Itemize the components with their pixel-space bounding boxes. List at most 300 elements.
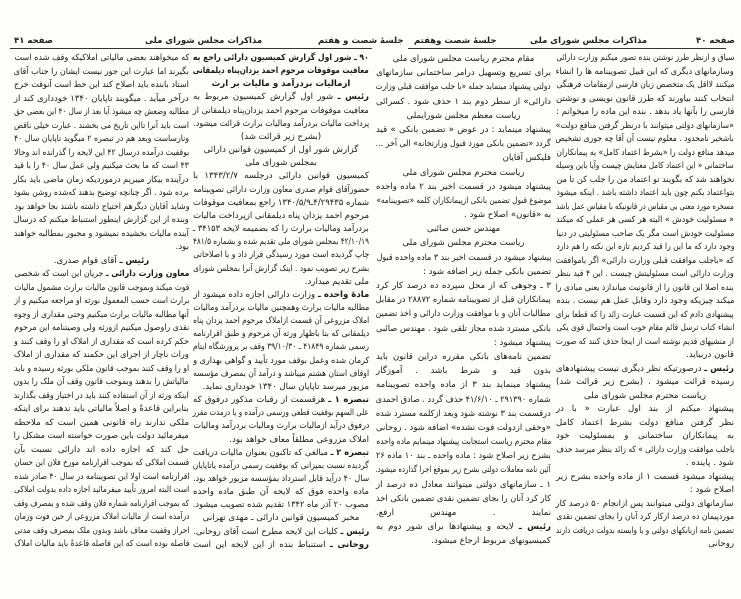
line-text	[14, 120, 189, 134]
line-text	[494, 338, 551, 348]
line-text	[376, 97, 551, 107]
line-body: مصوب ۲۰ آذر ماه ۱۳۴۲ تقدیم شده تصویب میشود.	[192, 500, 369, 511]
text-line	[376, 236, 551, 250]
line-text	[14, 471, 189, 485]
line-text	[14, 498, 189, 512]
line-text	[556, 174, 734, 188]
text-line	[193, 394, 369, 407]
text-line	[193, 526, 369, 539]
text-line	[376, 478, 551, 492]
line-body: رسمی شماره ۴۱۸۴۹ ـ ۳۹/۱۰/۳۰ وقف بر پرورشگاه ایتام	[193, 342, 369, 353]
text-line	[556, 241, 734, 255]
line-text	[14, 418, 189, 428]
line-body: اصلاح شود :	[689, 485, 734, 495]
line-text	[556, 120, 734, 134]
line-text	[376, 68, 551, 78]
line-body: ریاست محترم مجلس شورای ملی	[402, 167, 525, 178]
line-text	[690, 485, 734, 495]
line-text	[193, 355, 369, 368]
line-body: آنها مطالبه مالیات برارث میکنیم وحتی مقداری از وجوه	[14, 309, 189, 320]
line-text	[193, 249, 369, 262]
line-body: ۴۳ است که ما بحث میکنیم ولی عمل سال ۴۰ را با قید	[14, 161, 189, 171]
line-text	[193, 184, 369, 197]
line-body: پیشنهاد میشود در قسمت اخیر بند ۲ ماده واحده	[376, 181, 551, 192]
line-body: شماره ۴/۲۹۴۳۵ـ۱۳۴۰/۵/۹ راجع بمعافیت موقوفات	[192, 197, 369, 208]
column-left	[376, 52, 551, 549]
line-text	[556, 309, 734, 323]
line-text	[376, 480, 551, 490]
line-text	[14, 160, 189, 174]
line-body: میکنند لااقل یک متخصص زبان فارسی ازمقامات فرهنگی	[556, 80, 734, 90]
line-body: گزارش شور اول از کمیسیون قوانین دارائی	[203, 145, 359, 156]
text-line	[376, 407, 551, 421]
text-line	[376, 293, 551, 307]
text-line	[14, 147, 189, 161]
text-line	[556, 538, 734, 552]
text-line	[376, 322, 551, 336]
line-text	[556, 160, 734, 174]
text-line	[556, 106, 734, 120]
line-body: درقسمت بند ۳ نوشته شود وبعد ازکلمه مسترد شده	[376, 408, 551, 419]
text-line	[14, 295, 189, 309]
line-body: سازمانهای دولتی میتوانند پس ازانجام ۵۰ درصد کار	[556, 498, 734, 509]
speaker-label: رئیس ـ	[337, 92, 369, 103]
line-text	[14, 336, 189, 350]
line-text	[708, 539, 734, 549]
line-body: گردد «تضمین بانکی مورد قبول وزارتخانه» الی آخر ...	[375, 139, 551, 150]
line-body: وشاید آقایان دیگرهم احتیاج داشته باشند بجا خواهد بود	[14, 201, 189, 212]
line-text	[193, 328, 369, 341]
line-text	[193, 118, 369, 131]
line-text	[193, 341, 369, 354]
text-line	[193, 91, 369, 104]
text-line	[556, 93, 734, 107]
line-text	[376, 182, 551, 192]
line-body: (بشرح زیر قرائت شد)	[240, 131, 322, 142]
line-body: باشخیر نامحدود . معلوم نیست آن آقا چه جوری تشخیص	[555, 134, 734, 144]
line-body: استنباط بنده از این لایحه این است	[193, 539, 330, 550]
text-line	[193, 131, 369, 144]
text-line	[556, 174, 734, 188]
page-number: صفحه ۴۱	[14, 36, 53, 46]
text-line	[193, 368, 369, 381]
line-body: ریاست محترم مجلس شورای ملی	[584, 390, 706, 401]
text-line	[556, 498, 734, 512]
line-text	[14, 228, 189, 242]
line-body: مسئولیت خودش است مگر یک صاحب مسئولیتی در دنیا	[556, 228, 734, 239]
line-text	[14, 133, 189, 147]
line-body: پیشنهاد میشود :	[493, 337, 551, 348]
line-text	[204, 145, 359, 155]
line-body: مقام محترم ریاست مجلس شورای ملی	[392, 54, 535, 64]
line-text	[14, 309, 189, 323]
text-line	[193, 328, 369, 341]
text-line	[193, 302, 369, 315]
line-text	[193, 420, 369, 433]
line-text	[423, 267, 551, 277]
line-text	[14, 174, 189, 188]
line-text	[376, 251, 551, 265]
speaker-label: مادهٔ واحده ـ	[317, 289, 369, 300]
line-text	[556, 431, 734, 441]
line-body: انتخاب کنند بیاورند که طرز قانون نویسی و نوشتن	[556, 93, 734, 104]
line-body: ونارساست وبعد هم در تبصره ۲ میگوید تاپایان سال ۴۰	[13, 134, 189, 144]
line-text	[556, 79, 734, 93]
text-line	[14, 525, 189, 539]
line-body: درفوق درآید ازمالیات برارث ومالیات بردرآمد ومالیات	[192, 421, 369, 432]
text-line	[14, 336, 189, 350]
text-line	[14, 201, 189, 215]
speaker-label: رئیس ـ	[518, 522, 551, 533]
text-line	[14, 403, 189, 417]
line-text	[193, 210, 369, 223]
line-text	[376, 307, 551, 321]
line-body: کمیسیون قوانین دارائی درجلسه ۱۳۴۳/۲/۷ با	[193, 171, 369, 182]
line-text	[212, 79, 351, 89]
text-line	[193, 407, 369, 420]
line-body: املاک مزروعی آن قسمت ازاملاک مرحوم احمد یزدان پناه	[192, 316, 369, 327]
line-text	[376, 522, 551, 532]
line-text	[193, 236, 369, 249]
text-line	[14, 241, 189, 255]
line-text	[376, 421, 551, 435]
line-body: مطالبه مالیات برارث وهمچنین مالیات بردرآمد ومالیات	[193, 302, 369, 313]
line-body: ۹۰ ـ شور اول گزارش کمیسیون دارائی راجع به	[193, 53, 369, 63]
line-body: او را وقف کنند بموجب قانون ملکی بورثه رسیده و باید	[14, 363, 189, 374]
line-text	[556, 255, 734, 269]
line-body: بمجلس شورای ملی	[245, 158, 317, 169]
line-body: ساختمانی « این اعتماد کامل معنایش چیست وآیا باین وسیله	[556, 161, 734, 171]
line-body: پیشنهاد میکنم از بند اول عبارت « با در	[556, 404, 734, 414]
text-line	[14, 322, 189, 336]
line-text	[14, 484, 189, 498]
text-line	[193, 197, 369, 210]
line-text	[376, 194, 551, 208]
line-body: ملکی ندارند راه قانونی همین است که ملاحظه	[14, 417, 189, 428]
line-body: احراز وقفیت معاف باشد وبدون ملک بمصرف وقف مدتی	[13, 525, 189, 536]
line-text	[376, 435, 551, 449]
line-text	[376, 366, 551, 376]
line-body: مهندس حسن صائبی	[426, 224, 501, 235]
text-line	[193, 223, 369, 236]
line-text	[431, 536, 551, 546]
text-line	[376, 52, 551, 66]
text-line	[193, 105, 369, 118]
text-line	[14, 417, 189, 431]
line-body: کمیسیونهای مربوط ارجاع میشود.	[431, 536, 551, 547]
line-body: ۱ ـ سازمانهای دولتی میتوانند معادل ده درصد از	[376, 479, 551, 490]
line-text	[556, 363, 734, 377]
line-body: برده شود . اگر چنانچه توضیح بدهند که‌شده روشن بشود	[13, 188, 189, 198]
line-body: درآخر میآید . میگویند تاپایان ۱۳۴۰ خودداری کند از	[14, 93, 189, 104]
line-text	[193, 499, 369, 512]
line-body: وزارت دارائی است مسئولیتش چیست . این ۴ قید بنظر	[556, 269, 734, 279]
text-line	[14, 498, 189, 512]
text-line	[193, 249, 369, 262]
line-body: بتواعتماد بکنم چون باید اعتماد داشته باشد . اینکه میشود	[556, 188, 734, 198]
line-text	[556, 214, 734, 228]
line-text	[376, 293, 551, 307]
line-text	[556, 282, 734, 296]
header-rule	[408, 48, 726, 49]
line-body: بنده اصلا این قانون را از قانونیت میاندازد یعنی مبادی را	[555, 282, 734, 293]
line-body: است البته امروز تأیید میفرمائید اجازه داده بدولت املاکی	[13, 485, 189, 495]
line-text	[376, 407, 551, 421]
line-body: پیشنهاد مینماید بند ۳ از ماده واحده تصویبنامه	[376, 380, 551, 391]
line-text	[193, 263, 369, 276]
text-line	[14, 66, 189, 80]
line-body: بوقفیت درآمده درسال ۴۲ این لایحه را گذرانده اند وحالا	[13, 147, 189, 158]
line-body: انشاء کتاب ترسل قائم مقام خوب است واحتمال قوی یکی	[556, 323, 734, 333]
text-line	[14, 390, 189, 404]
text-line	[556, 66, 734, 80]
line-text	[202, 382, 369, 392]
line-text	[556, 147, 734, 161]
text-line	[193, 539, 369, 552]
line-body: موضوع قبول تضمین بانکی ازپیمانکاران کلمه «تصویبنامه»	[376, 195, 551, 206]
text-line	[556, 322, 734, 336]
speaker-label: تبصره ۱ ـ	[328, 395, 369, 406]
text-line	[193, 289, 369, 302]
line-body: ازمالیات بردرآمد و مالیات بر ارث	[211, 79, 351, 90]
text-line	[14, 214, 189, 228]
text-line	[14, 120, 189, 134]
line-text	[556, 241, 734, 255]
line-text	[14, 268, 189, 282]
text-line	[376, 435, 551, 449]
line-body: ۳ ـ وجوهی که از محل سپرده ده درصد کار کرد	[376, 281, 551, 291]
line-text	[193, 197, 369, 210]
line-body: مرحوم احمد یزدان پناه دیلمقانی ازپرداخت مالیات	[192, 210, 369, 221]
line-body: تضمین نامه ازبانکهای دولتی و یا وابسته بدولت دریافت دارند	[555, 525, 734, 536]
line-body: جریان این است که شخصی	[14, 269, 106, 279]
text-line	[376, 506, 551, 520]
line-body: است باید آنرا تااین تاریخ می بخشند . عبارت خیلی ناقص	[14, 120, 189, 131]
text-line	[376, 449, 551, 463]
line-body: قسمت املاکی که بموجب اقرارنامه مورخ فلان این حسان	[14, 458, 189, 468]
text-line	[376, 208, 551, 222]
line-body: نظر گرفتن منافع دولت بشرط اعتماد کامل	[556, 417, 734, 428]
line-text	[193, 65, 369, 78]
running-title: مذاکرات مجلس شورای ملی	[530, 36, 648, 46]
line-body: که «باجلب موافقت قبلی وزارت دارائی» اگر باموافقت	[555, 255, 734, 266]
line-body: لایحه و پیشنهادها برای شور دوم به	[376, 522, 519, 533]
line-body: سیاق و ازنظر طرز نوشتن بنده تصور میکنم وزارت دارائی	[555, 53, 734, 63]
text-line	[14, 430, 189, 444]
line-text	[193, 52, 369, 65]
text-line	[14, 255, 189, 269]
line-body: میدهد منافع دولت را «بشرط اعتماد کامل» به پیمانکاران	[555, 147, 734, 158]
text-line	[193, 118, 369, 131]
line-body: میفرمائید دولت باین صورت خواسته است مشکل را	[13, 431, 189, 441]
line-text	[376, 393, 551, 407]
line-text	[556, 201, 734, 215]
line-body: پیشنهاد مینماید : در عوض « تضمین بانکی » قید	[376, 124, 551, 135]
line-body: هرقسمت از رقبات مذکور درفوق که	[193, 395, 329, 406]
text-line	[193, 315, 369, 328]
line-body: درآمده است از مالیات املاک مزروعی از حین فوت وزمان	[13, 512, 189, 522]
line-body: مبالغی که تاکنون بعنوان مالیات دریافت	[192, 447, 331, 458]
line-body: که میخواهند بعضی مالیاتی املاکیکه وقف شده است	[14, 53, 189, 63]
text-line	[193, 65, 369, 78]
text-line	[556, 336, 734, 350]
text-line	[193, 236, 369, 249]
line-body: حل کند که اجازه داده اند دارائی نسبت بآن	[14, 444, 189, 455]
line-body: شماره ۲۹۱۳۹۰ ـ ۴۱/۶/۱۰ حذف گردد . صادق احمدی	[376, 394, 551, 405]
line-body: آئین نامه معاملات دولتی بشرح زیر بموقع اجرا گذارده میشود.	[375, 465, 551, 476]
line-body: کرمان شده وعمل بوقف مورد تأیید و گواهی بهداری و	[192, 355, 369, 366]
session-title: جلسهٔ شصت و هفتم	[318, 36, 404, 46]
line-text	[193, 540, 369, 550]
text-line	[556, 403, 734, 417]
text-line	[556, 511, 734, 525]
line-body: املاک مزروعی مطلقاً معاف خواهد بود.	[229, 434, 369, 445]
text-line	[376, 534, 551, 548]
line-body: کلیات این لایحه مطرح است آقای روحانی.	[192, 526, 341, 537]
line-text	[14, 511, 189, 525]
line-text	[556, 444, 734, 458]
text-line	[376, 364, 551, 378]
line-body: تضمین نامه‌های بانکی مقرره دراین قانون باید	[376, 351, 551, 362]
line-text	[14, 66, 189, 80]
line-text	[556, 336, 734, 350]
text-line	[556, 268, 734, 282]
speaker-label: تبصره ۲ ـ	[330, 447, 369, 458]
line-text	[556, 525, 734, 539]
line-text	[193, 223, 369, 236]
text-line	[376, 492, 551, 506]
line-text	[503, 153, 551, 163]
line-text	[193, 487, 369, 497]
line-text	[14, 457, 189, 471]
line-body: نقدی راوصول میکنیم ازورثه ولی وصیتنامه این مرحوم	[14, 323, 189, 333]
line-text	[376, 281, 551, 291]
right-page	[372, 0, 741, 599]
line-body: به «قانون» اصلاح شود .	[464, 210, 551, 221]
text-line	[376, 123, 551, 137]
text-line	[14, 174, 189, 188]
line-text	[241, 132, 321, 142]
text-line	[14, 160, 189, 174]
line-text	[14, 282, 189, 296]
line-body: باجلب موافقت وزارت دارائی » که زائد بنظر میرسد حذف	[555, 444, 734, 455]
line-text	[14, 349, 189, 363]
line-body: گردیده نسبت بمیزانی که بوقفیت رسمی درآمده یاتاپایان	[193, 460, 369, 471]
text-line	[14, 187, 189, 201]
line-text	[203, 513, 360, 523]
line-body: مطالبات آنان و با موافقت وزارت دارائی و اخذ تضمین	[375, 309, 551, 320]
line-text	[14, 147, 189, 161]
line-body: معافیت موقوفات مرحوم احمد یزدان‌پناه دیلمقانی از	[193, 105, 369, 116]
text-line	[376, 180, 551, 194]
line-text	[176, 242, 189, 252]
line-body: ریاست معظم مجلس شورایملی	[406, 110, 521, 121]
text-line	[14, 79, 189, 93]
text-line	[376, 137, 551, 151]
text-line	[193, 512, 369, 525]
line-body: روحانی	[708, 539, 734, 549]
speaker-label: رئیس ـ	[340, 526, 369, 537]
header-rule	[10, 48, 372, 49]
text-line	[193, 78, 369, 91]
text-line	[193, 210, 369, 223]
text-line	[14, 538, 189, 552]
text-line	[193, 447, 369, 460]
line-text	[556, 106, 734, 120]
text-line	[14, 471, 189, 485]
line-text	[376, 463, 551, 477]
text-line	[556, 201, 734, 215]
text-line	[376, 251, 551, 265]
running-title: مذاکرات مجلس شورای ملی	[145, 36, 263, 46]
line-body: اوقاف استان هشتم میباشد و درآمد آن بمصرف مؤسسه	[193, 368, 369, 379]
column-left	[14, 52, 189, 552]
line-body: آینده مالیات بخشیده نمیشود و مجبور بمطالبه خواهند	[13, 228, 189, 239]
line-text	[556, 133, 734, 147]
line-text	[376, 508, 551, 518]
line-body: حکم کرده است که مقداری از املاک او را وقف کنند و	[14, 336, 189, 347]
line-text	[376, 137, 551, 151]
line-body: مطالبه وضعش چه میشود آیا بعد از سال ۴۰ این بعضی حق	[14, 107, 189, 117]
line-text	[193, 368, 369, 381]
line-body: ماده واحده فوق که لایحه آن طبق ماده واحده	[193, 487, 369, 498]
line-body: « مسئولیت خودش » البته هر کسی هر عملی که میکند	[555, 215, 734, 225]
text-line	[556, 282, 734, 296]
text-line	[14, 444, 189, 458]
line-body: که بموجب اقرارنامه شماره فلان وقف شده و بمصرف وقف	[13, 498, 189, 509]
line-text	[14, 214, 189, 228]
line-body: مالیاتش را بدهند وبموجب قانون وقف آن ملک را بدون	[13, 377, 189, 387]
text-line	[193, 434, 369, 447]
line-body: قانون دربیاید.	[686, 350, 734, 360]
line-text	[193, 526, 369, 539]
line-body: برارث است حسب المعمول بورثه او مراجعه میکنیم و از	[13, 296, 189, 306]
line-text	[686, 350, 734, 360]
text-line	[193, 263, 369, 276]
text-line	[14, 511, 189, 525]
line-body: پیشنهاد میشود قسمت ۱ از ماده واحده بشرح زیر	[556, 471, 734, 482]
line-text	[556, 187, 734, 201]
text-line	[193, 157, 369, 170]
text-line	[556, 309, 734, 323]
line-text	[556, 322, 734, 336]
text-line	[556, 214, 734, 228]
line-body: وزارت دارائی اجازه داده میشود از	[193, 289, 318, 300]
speaker-label: رئیس ـ	[119, 255, 150, 266]
line-text	[376, 380, 551, 390]
text-line	[14, 309, 189, 323]
line-text	[427, 224, 500, 234]
line-body: تضمین بانکی جمله زیر اضافه شود :	[422, 266, 551, 277]
text-line	[556, 228, 734, 242]
text-line	[376, 279, 551, 293]
line-text	[193, 447, 369, 460]
text-line	[376, 265, 551, 279]
text-line	[376, 66, 551, 80]
line-body: پیمانکاران قبل از تصویبنامه شماره ۲۸۸۷۲ در مقابل	[375, 295, 551, 306]
text-line	[376, 520, 551, 534]
line-body: شود . پاینده .	[685, 458, 734, 468]
line-body: میکند چیزیکه وجود دارد وقابل عمل هم نیست . بنده	[556, 296, 734, 306]
line-body: اقرارنامه است اولا این تصویبنامه در سال ۴۰ صادر شده	[13, 471, 189, 482]
line-body: نخواهند شد که بگویند تو اعتماد من را جلب کن تا من	[556, 174, 734, 185]
line-body: دولتی پیشنهاد مینماید جمله «با جلب موافقت قبلی وزارت	[375, 82, 551, 93]
text-line	[376, 222, 551, 236]
line-text	[14, 390, 189, 404]
line-body: بگیرند اما عبارت این جور نیست ایشان را جناب آقای	[13, 66, 189, 77]
line-text	[556, 377, 734, 387]
text-line	[193, 52, 369, 65]
